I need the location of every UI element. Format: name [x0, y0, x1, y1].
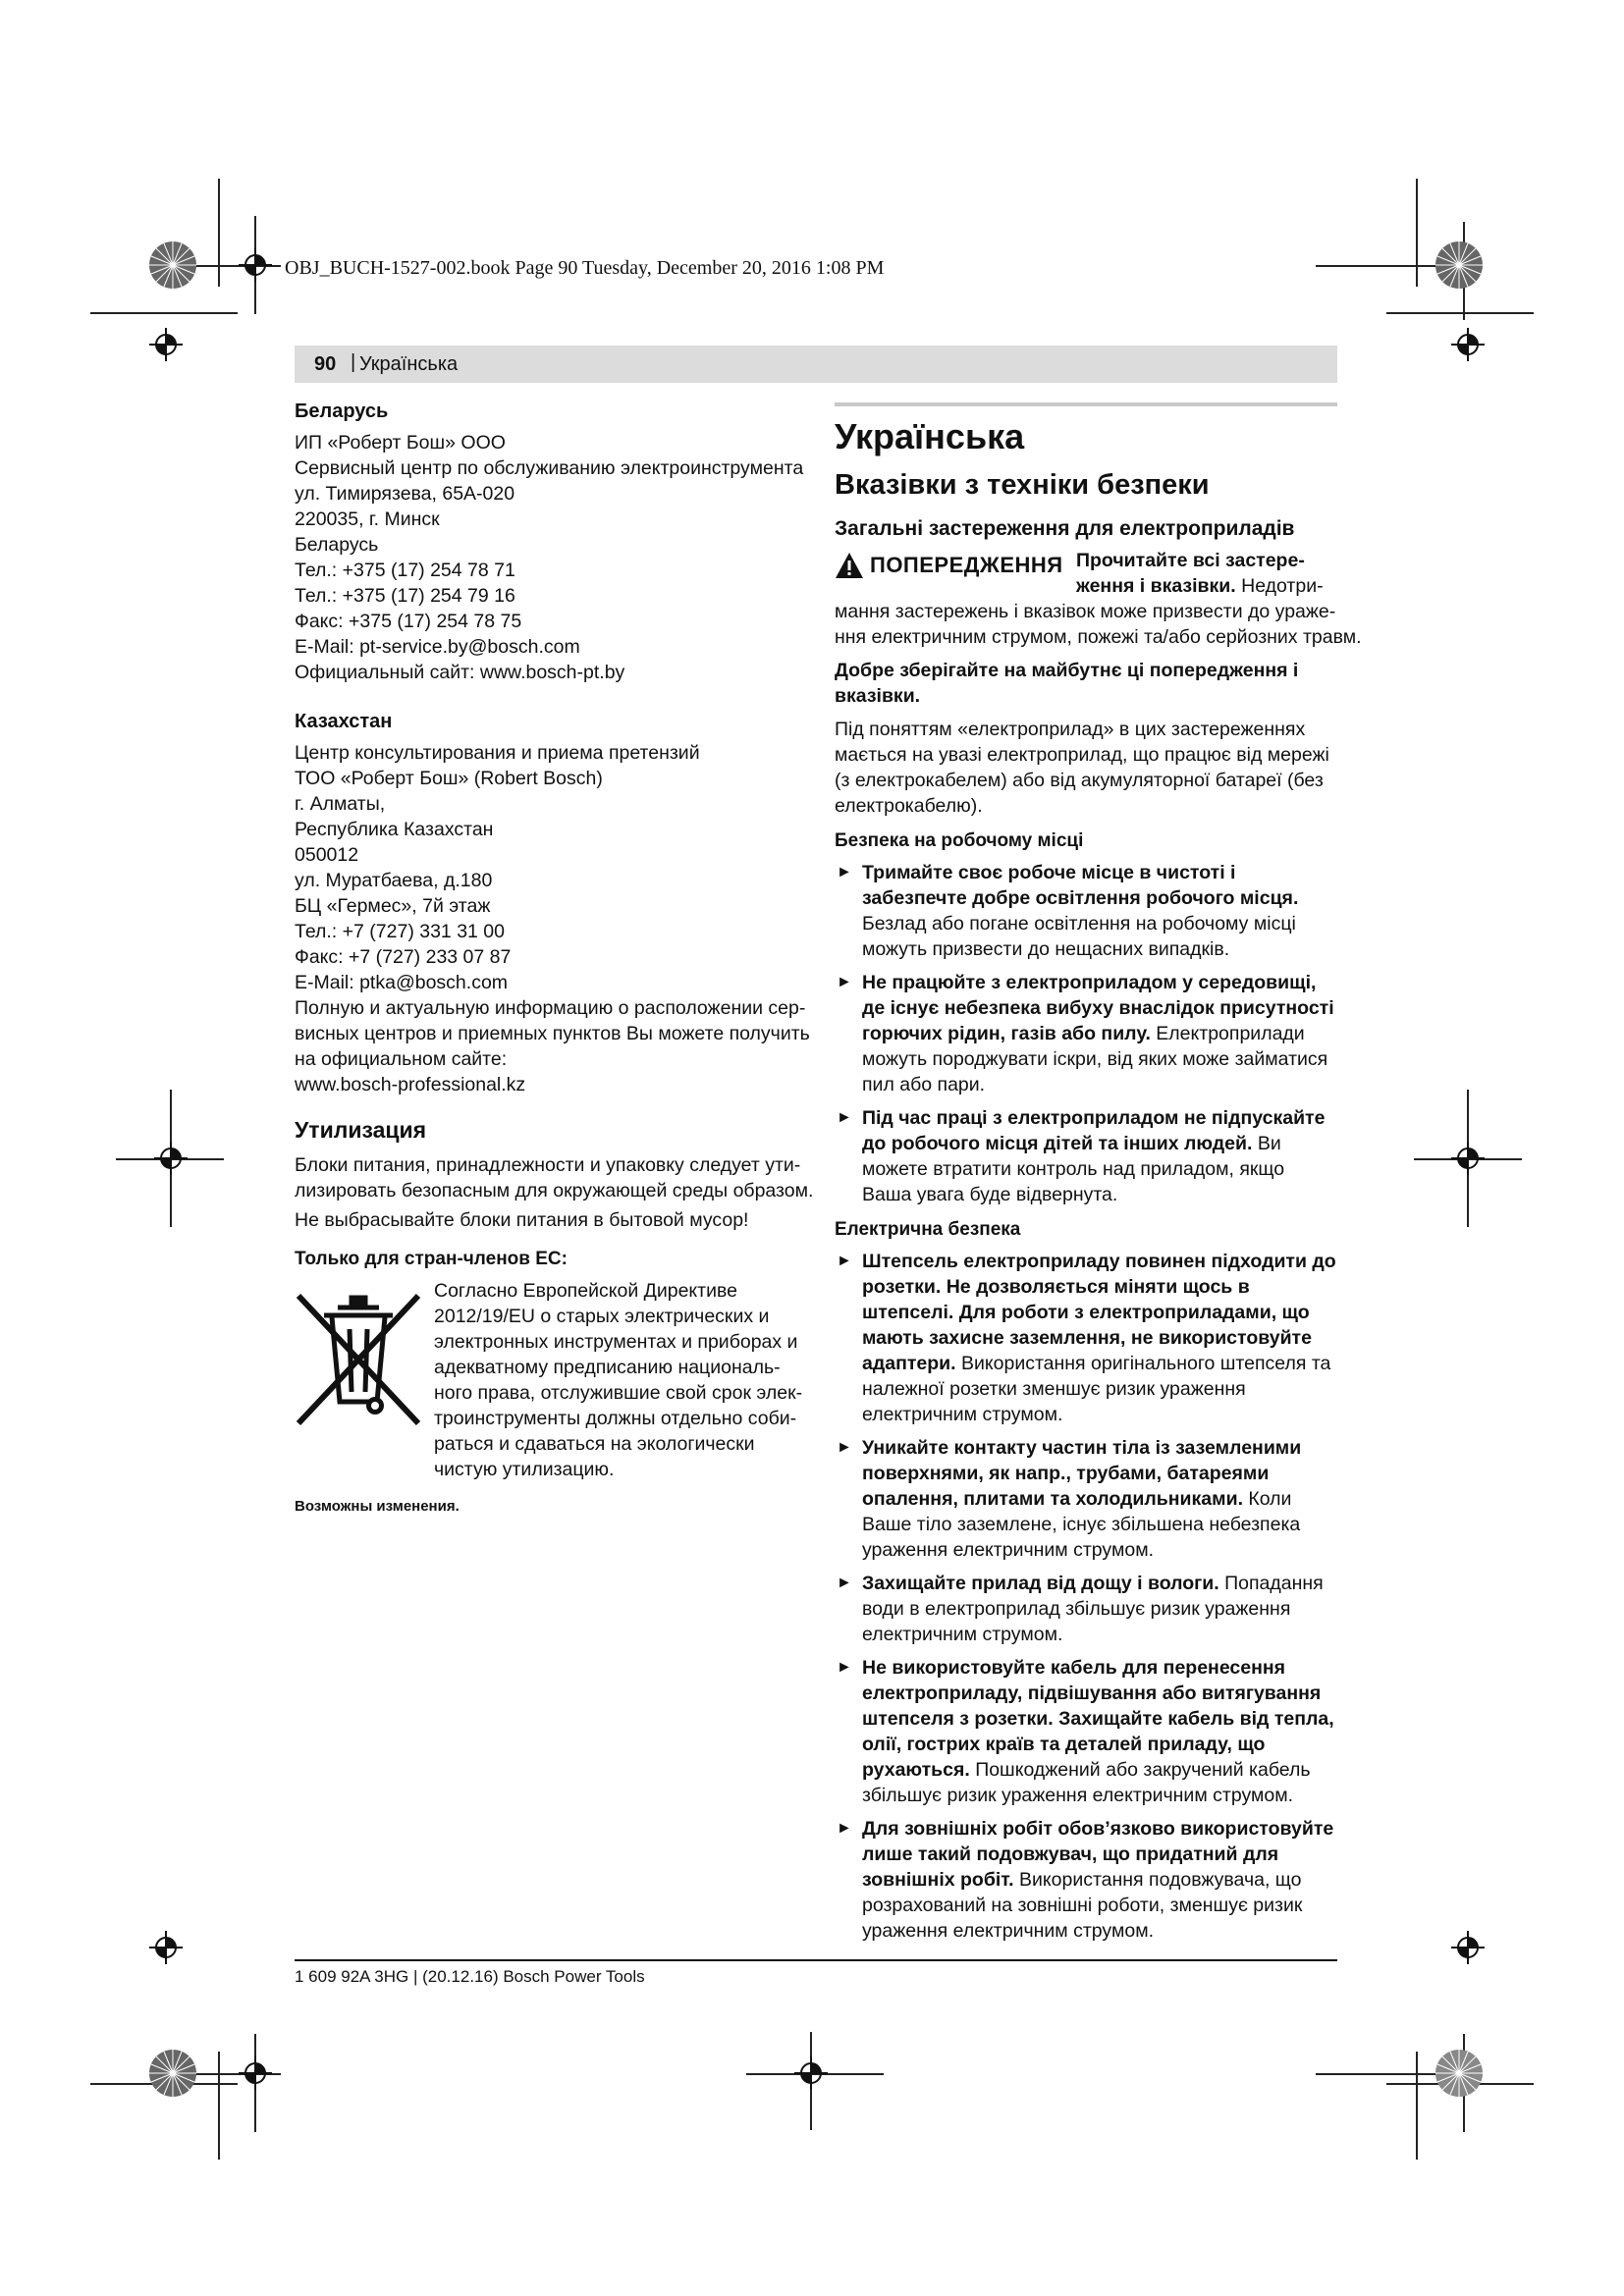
registration-mark-icon	[239, 2056, 272, 2090]
right-column	[835, 395, 1362, 1951]
item-bold: Не використовуйте кабель для перенесення електроприладу, підвішування або витягування штепселя з розетки. Захищайте кабель від тепла, олії, гострих країв та деталей приладу, що рухаються.	[862, 1657, 1334, 1781]
address-line: Республика Казахстан	[295, 819, 494, 840]
footer-rule	[295, 1959, 1337, 1961]
disposal-line: Блоки питания, принадлежности и упаковку следует ути-	[295, 1154, 801, 1176]
crossed-bin-icon	[295, 1286, 422, 1433]
fax-line: Факс: +375 (17) 254 78 75	[295, 611, 522, 632]
address-line: 220035, г. Минск	[295, 508, 440, 530]
info-line: Полную и актуальную информацию о расположении сер-	[295, 997, 806, 1019]
star-target-icon	[147, 2048, 198, 2099]
item-bold: Штепсель електроприладу повинен підходити до розетки. Не дозволяється міняти щось в штепселі. Для роботи з електроприладами, що мають захисне заземлення, не використовуйте адаптери.	[862, 1251, 1336, 1374]
address-line: ИП «Роберт Бош» ООО	[295, 432, 506, 454]
page-footer: 1 609 92A 3HG | (20.12.16) Bosch Power Tools	[295, 1967, 645, 1986]
list-item	[835, 1571, 1337, 1647]
star-target-icon	[1434, 2048, 1485, 2099]
star-target-icon	[147, 240, 198, 291]
weee-line: ного права, отслужившие свой срок элек-	[434, 1382, 803, 1404]
item-text: Електроприлади можуть породжувати іскри, від яких може займатися пил або пари.	[862, 1023, 1328, 1095]
address-line: Сервисный центр по обслуживанию электроинструмента	[295, 457, 804, 479]
fax-line: Факс: +7 (727) 233 07 87	[295, 946, 512, 968]
info-line: на официальном сайте:	[295, 1048, 508, 1070]
address-line: БЦ «Гермес», 7й этаж	[295, 895, 491, 917]
registration-mark-icon	[1451, 1931, 1485, 1964]
address-line: г. Алматы,	[295, 793, 386, 815]
printer-header: OBJ_BUCH-1527-002.book Page 90 Tuesday, December 20, 2016 1:08 PM	[285, 257, 885, 279]
registration-mark-icon	[149, 1931, 183, 1964]
item-text: Використання оригінального штепселя та належної розетки зменшує ризик ураження електричним струмом.	[862, 1353, 1331, 1425]
item-text: Пошкоджений або закручений кабель збільшує ризик ураження електричним струмом.	[862, 1759, 1311, 1806]
phone-line: Тел.: +375 (17) 254 79 16	[295, 585, 515, 607]
address-line: ул. Муратбаева, д.180	[295, 870, 493, 891]
weee-line: раться и сдаваться на экологически	[434, 1433, 755, 1455]
disposal-heading: Утилизация	[295, 1117, 427, 1143]
running-header	[295, 346, 1337, 383]
bullet-arrow-icon: ►	[837, 1575, 852, 1591]
definition-text: Під поняттям «електроприлад» в цих застереженнях мається на увазі електроприлад, що працює від мережі (з електрокабелем) або від акумуляторної батареї (без електрокабелю).	[835, 719, 1329, 817]
address-line: Центр консультирования и приема претензий	[295, 742, 700, 764]
registration-mark-icon	[1451, 1142, 1485, 1175]
header-language: Українська	[359, 353, 459, 375]
weee-line: троинструменты должны отдельно соби-	[434, 1408, 797, 1429]
eu-heading: Только для стран-членов ЕС:	[295, 1249, 568, 1269]
item-text: Використання подовжувача, що розрахований на зовнішні роботи, зменшує ризик ураження електричним струмом.	[862, 1869, 1303, 1942]
warning-label: ПОПЕРЕДЖЕННЯ	[870, 553, 1063, 577]
warning-bold: ження і вказівки.	[1076, 575, 1236, 597]
header-separator: |	[351, 351, 356, 373]
list-item	[835, 970, 1337, 1097]
weee-line: электронных инструментах и приборах и	[434, 1331, 798, 1353]
address-line: ул. Тимирязева, 65А-020	[295, 483, 515, 505]
bullet-arrow-icon: ►	[837, 1253, 852, 1269]
page-number: 90	[314, 353, 337, 375]
workplace-safety-title: Безпека на робочому місці	[835, 830, 1084, 851]
item-bold: Тримайте своє робоче місце в чистоті і забезпечте добре освітлення робочого місця.	[862, 862, 1299, 909]
bullet-arrow-icon: ►	[837, 1659, 852, 1676]
bullet-arrow-icon: ►	[837, 1439, 852, 1456]
disposal-line: лизировать безопасным для окружающей среды образом.	[295, 1180, 814, 1201]
list-item	[835, 1105, 1337, 1207]
list-item	[835, 1435, 1337, 1563]
list-item	[835, 1249, 1337, 1427]
item-text: Коли Ваше тіло заземлене, існує збільшена небезпека ураження електричним струмом.	[862, 1488, 1301, 1561]
safety-title: Вказівки з техніки безпеки	[835, 469, 1210, 501]
weee-line: 2012/19/EU о старых электрических и	[434, 1306, 770, 1327]
item-bold: Для зовнішніх робіт обов’язково використовуйте лише такий подовжувач, що придатний для зовнішніх робіт.	[862, 1818, 1334, 1891]
phone-line: Тел.: +375 (17) 254 78 71	[295, 560, 515, 581]
address-line: 050012	[295, 844, 359, 866]
email-line: E-Mail: ptka@bosch.com	[295, 972, 509, 993]
star-target-icon	[1434, 240, 1485, 291]
belarus-heading: Беларусь	[295, 400, 389, 422]
warning-line: ння електричним струмом, пожежі та/або серйозних травм.	[835, 626, 1362, 648]
bullet-arrow-icon: ►	[837, 1820, 852, 1837]
address-line: ТОО «Роберт Бош» (Robert Bosch)	[295, 768, 603, 789]
item-bold: Під час праці з електроприладом не підпускайте до робочого місця дітей та інших людей.	[862, 1107, 1326, 1154]
registration-mark-icon	[794, 2056, 828, 2090]
info-line: висных центров и приемных пунктов Вы можете получить	[295, 1023, 810, 1044]
warning-triangle-icon	[835, 552, 864, 579]
registration-mark-icon	[149, 328, 183, 361]
changes-note: Возможны изменения.	[295, 1498, 460, 1515]
warning-bold: Прочитайте всі застере-	[1076, 550, 1305, 571]
website-line: www.bosch-professional.kz	[295, 1074, 526, 1095]
item-text: Безлад або погане освітлення на робочому місці можуть призвести до нещасних випадків.	[862, 913, 1296, 960]
weee-block	[295, 1278, 805, 1484]
email-line: E-Mail: pt-service.by@bosch.com	[295, 636, 580, 658]
language-title: Українська	[835, 416, 1025, 456]
warning-line: мання застережень і вказівок може призвести до ураже-	[835, 601, 1336, 622]
keep-instructions: Добре зберігайте на майбутнє ці попередження і вказівки.	[835, 660, 1299, 707]
phone-line: Тел.: +7 (727) 331 31 00	[295, 921, 505, 942]
weee-line: Согласно Европейской Директиве	[434, 1280, 737, 1302]
item-bold: Уникайте контакту частин тіла із заземленими поверхнями, як напр., трубами, батареями опалення, плитами та холодильниками.	[862, 1437, 1302, 1510]
item-text: Попадання води в електроприлад збільшує ризик ураження електричним струмом.	[862, 1573, 1324, 1645]
disposal-note: Не выбрасывайте блоки питания в бытовой мусор!	[295, 1209, 749, 1231]
kazakhstan-heading: Казахстан	[295, 711, 393, 732]
address-line: Беларусь	[295, 534, 379, 556]
bullet-arrow-icon: ►	[837, 1109, 852, 1126]
item-bold: Захищайте прилад від дощу і вологи.	[862, 1573, 1219, 1594]
list-item	[835, 1816, 1337, 1944]
registration-mark-icon	[154, 1142, 188, 1175]
registration-mark-icon	[239, 248, 272, 282]
list-item	[835, 1655, 1337, 1808]
list-item	[835, 860, 1337, 962]
general-warnings-title: Загальні застереження для електроприладів	[835, 517, 1295, 540]
warning-text: Недотри-	[1235, 575, 1324, 597]
website-line: Официальный сайт: www.bosch-pt.by	[295, 662, 625, 683]
warning-intro	[1076, 548, 1339, 599]
left-column	[295, 395, 814, 1520]
weee-text	[434, 1278, 807, 1482]
registration-mark-icon	[1451, 328, 1485, 361]
bullet-arrow-icon: ►	[837, 864, 852, 881]
warning-badge	[835, 552, 1063, 579]
item-bold: Не працюйте з електроприладом у середовищі, де існує небезпека вибуху внаслідок присутності горючих рідин, газів або пилу.	[862, 972, 1334, 1044]
electrical-safety-title: Електрична безпека	[835, 1219, 1021, 1240]
weee-line: адекватному предписанию националь-	[434, 1357, 781, 1378]
kazakhstan-address	[295, 740, 810, 1097]
bullet-arrow-icon: ►	[837, 974, 852, 990]
item-text: Ви можете втратити контроль над приладом, якщо Ваша увага буде відвернута.	[862, 1133, 1285, 1205]
warning-block	[835, 548, 1337, 599]
belarus-address	[295, 430, 805, 685]
weee-line: чистую утилизацию.	[434, 1459, 615, 1480]
